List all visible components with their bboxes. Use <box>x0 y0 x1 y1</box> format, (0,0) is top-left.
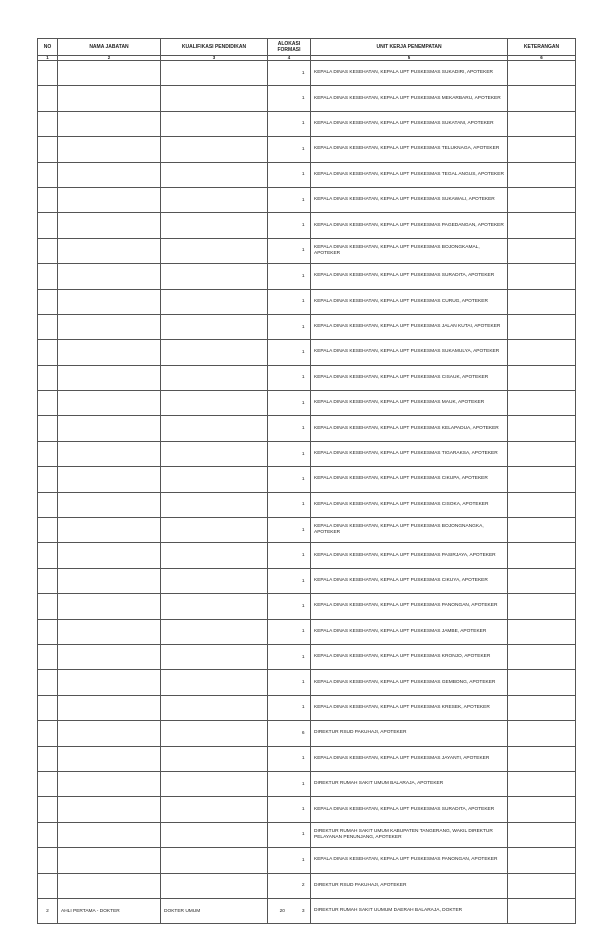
header-kualifikasi-pendidikan: KUALIFIKASI PENDIDIKAN <box>161 39 268 56</box>
alokasi-total-cell <box>268 365 297 390</box>
keterangan-cell <box>508 264 576 289</box>
table-row <box>38 162 576 187</box>
unit-kerja-cell: DIREKTUR RUMAH SAKIT UMUM KABUPATEN TANGERANG, WAKIL DIREKTUR PELAYANAN PENUNJANG, APOTEKER <box>311 822 508 847</box>
kualifikasi-cell <box>161 518 268 543</box>
nama-jabatan-cell <box>58 391 161 416</box>
nama-jabatan-cell <box>58 289 161 314</box>
alokasi-total-cell <box>268 594 297 619</box>
table-row <box>38 873 576 898</box>
row-number <box>38 518 58 543</box>
alokasi-count-cell: 1 <box>297 670 311 695</box>
nama-jabatan-cell <box>58 111 161 136</box>
keterangan-cell <box>508 543 576 568</box>
alokasi-total-cell <box>268 695 297 720</box>
kualifikasi-cell <box>161 86 268 111</box>
alokasi-count-cell: 1 <box>297 746 311 771</box>
kualifikasi-cell <box>161 441 268 466</box>
alokasi-count-cell: 1 <box>297 111 311 136</box>
alokasi-total-cell <box>268 391 297 416</box>
unit-kerja-cell: DIREKTUR RSUD PAKUHAJI, APOTEKER <box>311 873 508 898</box>
column-number: 3 <box>161 56 268 61</box>
row-number <box>38 797 58 822</box>
keterangan-cell <box>508 492 576 517</box>
unit-kerja-cell: KEPALA DINAS KESEHATAN, KEPALA UPT PUSKESMAS KRONJO, APOTEKER <box>311 644 508 669</box>
nama-jabatan-cell: AHLI PERTAMA - DOKTER <box>58 898 161 923</box>
keterangan-cell <box>508 594 576 619</box>
alokasi-total-cell <box>268 822 297 847</box>
kualifikasi-cell <box>161 111 268 136</box>
nama-jabatan-cell <box>58 61 161 86</box>
nama-jabatan-cell <box>58 644 161 669</box>
alokasi-total-cell <box>268 187 297 212</box>
nama-jabatan-cell <box>58 162 161 187</box>
unit-kerja-cell: KEPALA DINAS KESEHATAN, KEPALA UPT PUSKESMAS JAYANTI, APOTEKER <box>311 746 508 771</box>
alokasi-total-cell <box>268 848 297 873</box>
row-number <box>38 695 58 720</box>
nama-jabatan-cell <box>58 568 161 593</box>
alokasi-count-cell: 1 <box>297 492 311 517</box>
alokasi-count-cell: 1 <box>297 848 311 873</box>
row-number <box>38 213 58 238</box>
row-number <box>38 61 58 86</box>
table-row <box>38 822 576 847</box>
row-number <box>38 289 58 314</box>
alokasi-total-cell <box>268 416 297 441</box>
keterangan-cell <box>508 340 576 365</box>
table-row <box>38 644 576 669</box>
unit-kerja-cell: DIREKTUR RSUD PAKUHAJI, APOTEKER <box>311 721 508 746</box>
alokasi-total-cell <box>268 721 297 746</box>
nama-jabatan-cell <box>58 340 161 365</box>
table-row <box>38 492 576 517</box>
keterangan-cell <box>508 619 576 644</box>
keterangan-cell <box>508 467 576 492</box>
row-number <box>38 568 58 593</box>
nama-jabatan-cell <box>58 873 161 898</box>
nama-jabatan-cell <box>58 594 161 619</box>
nama-jabatan-cell <box>58 746 161 771</box>
kualifikasi-cell <box>161 873 268 898</box>
table-row <box>38 238 576 263</box>
keterangan-cell <box>508 721 576 746</box>
keterangan-cell <box>508 746 576 771</box>
unit-kerja-cell: KEPALA DINAS KESEHATAN, KEPALA UPT PUSKESMAS SUKATANI, APOTEKER <box>311 111 508 136</box>
row-number <box>38 619 58 644</box>
alokasi-total-cell <box>268 86 297 111</box>
table-row <box>38 619 576 644</box>
kualifikasi-cell <box>161 848 268 873</box>
row-number <box>38 238 58 263</box>
kualifikasi-cell <box>161 594 268 619</box>
alokasi-total-cell: 20 <box>268 898 297 923</box>
keterangan-cell <box>508 238 576 263</box>
kualifikasi-cell <box>161 238 268 263</box>
kualifikasi-cell <box>161 61 268 86</box>
unit-kerja-cell: KEPALA DINAS KESEHATAN, KEPALA UPT PUSKESMAS PANONGAN, APOTEKER <box>311 848 508 873</box>
table-body <box>38 61 576 924</box>
alokasi-total-cell <box>268 289 297 314</box>
kualifikasi-cell <box>161 391 268 416</box>
table-row <box>38 771 576 796</box>
keterangan-cell <box>508 137 576 162</box>
row-number <box>38 644 58 669</box>
nama-jabatan-cell <box>58 518 161 543</box>
table-row <box>38 365 576 390</box>
kualifikasi-cell <box>161 543 268 568</box>
alokasi-total-cell <box>268 492 297 517</box>
nama-jabatan-cell <box>58 264 161 289</box>
column-number: 2 <box>58 56 161 61</box>
nama-jabatan-cell <box>58 492 161 517</box>
column-number: 4 <box>268 56 311 61</box>
unit-kerja-cell: KEPALA DINAS KESEHATAN, KEPALA UPT PUSKESMAS MAUK, APOTEKER <box>311 391 508 416</box>
kualifikasi-cell <box>161 797 268 822</box>
alokasi-total-cell <box>268 746 297 771</box>
row-number <box>38 594 58 619</box>
unit-kerja-cell: KEPALA DINAS KESEHATAN, KEPALA UPT PUSKESMAS CIKUPA, APOTEKER <box>311 467 508 492</box>
alokasi-count-cell: 1 <box>297 86 311 111</box>
kualifikasi-cell <box>161 187 268 212</box>
table-row <box>38 314 576 339</box>
row-number <box>38 873 58 898</box>
table-row <box>38 695 576 720</box>
alokasi-count-cell: 1 <box>297 213 311 238</box>
table-row <box>38 670 576 695</box>
keterangan-cell <box>508 289 576 314</box>
alokasi-total-cell <box>268 518 297 543</box>
alokasi-count-cell: 1 <box>297 340 311 365</box>
row-number <box>38 264 58 289</box>
table-row <box>38 111 576 136</box>
kualifikasi-cell <box>161 746 268 771</box>
alokasi-count-cell: 1 <box>297 695 311 720</box>
nama-jabatan-cell <box>58 797 161 822</box>
unit-kerja-cell: KEPALA DINAS KESEHATAN, KEPALA UPT PUSKESMAS TELUKNAGA, APOTEKER <box>311 137 508 162</box>
unit-kerja-cell: KEPALA DINAS KESEHATAN, KEPALA UPT PUSKESMAS CISOKA, APOTEKER <box>311 492 508 517</box>
unit-kerja-cell: DIREKTUR RUMAH SAKIT UMUM BALARAJA, APOTEKER <box>311 771 508 796</box>
alokasi-total-cell <box>268 61 297 86</box>
kualifikasi-cell <box>161 467 268 492</box>
kualifikasi-cell <box>161 137 268 162</box>
kualifikasi-cell <box>161 416 268 441</box>
nama-jabatan-cell <box>58 670 161 695</box>
row-number <box>38 416 58 441</box>
row-number <box>38 111 58 136</box>
row-number <box>38 314 58 339</box>
unit-kerja-cell: KEPALA DINAS KESEHATAN, KEPALA UPT PUSKESMAS KRESEK, APOTEKER <box>311 695 508 720</box>
table-row <box>38 264 576 289</box>
row-number <box>38 86 58 111</box>
row-number <box>38 441 58 466</box>
alokasi-count-cell: 1 <box>297 61 311 86</box>
nama-jabatan-cell <box>58 137 161 162</box>
alokasi-count-cell: 6 <box>297 721 311 746</box>
kualifikasi-cell <box>161 213 268 238</box>
keterangan-cell <box>508 568 576 593</box>
alokasi-total-cell <box>268 543 297 568</box>
unit-kerja-cell: KEPALA DINAS KESEHATAN, KEPALA UPT PUSKESMAS JALAN KUTAI, APOTEKER <box>311 314 508 339</box>
table-row <box>38 289 576 314</box>
alokasi-count-cell: 1 <box>297 467 311 492</box>
keterangan-cell <box>508 873 576 898</box>
unit-kerja-cell: KEPALA DINAS KESEHATAN, KEPALA UPT PUSKESMAS SUKADIRI, APOTEKER <box>311 61 508 86</box>
alokasi-count-cell: 3 <box>297 898 311 923</box>
keterangan-cell <box>508 86 576 111</box>
alokasi-count-cell: 1 <box>297 187 311 212</box>
row-number <box>38 721 58 746</box>
kualifikasi-cell <box>161 644 268 669</box>
alokasi-count-cell: 1 <box>297 644 311 669</box>
alokasi-count-cell: 1 <box>297 391 311 416</box>
nama-jabatan-cell <box>58 213 161 238</box>
alokasi-count-cell: 1 <box>297 797 311 822</box>
kualifikasi-cell <box>161 314 268 339</box>
table-row <box>38 86 576 111</box>
unit-kerja-cell: KEPALA DINAS KESEHATAN, KEPALA UPT PUSKESMAS KELAPADUA, APOTEKER <box>311 416 508 441</box>
kualifikasi-cell <box>161 670 268 695</box>
formasi-table-page <box>37 38 575 924</box>
header-nama-jabatan: NAMA JABATAN <box>58 39 161 56</box>
unit-kerja-cell: KEPALA DINAS KESEHATAN, KEPALA UPT PUSKESMAS SUKAWALI, APOTEKER <box>311 187 508 212</box>
nama-jabatan-cell <box>58 441 161 466</box>
nama-jabatan-cell <box>58 848 161 873</box>
alokasi-count-cell: 1 <box>297 568 311 593</box>
row-number <box>38 771 58 796</box>
alokasi-total-cell <box>268 238 297 263</box>
unit-kerja-cell: KEPALA DINAS KESEHATAN, KEPALA UPT PUSKESMAS GEMBONG, APOTEKER <box>311 670 508 695</box>
keterangan-cell <box>508 441 576 466</box>
alokasi-total-cell <box>268 162 297 187</box>
row-number <box>38 340 58 365</box>
table-row <box>38 746 576 771</box>
keterangan-cell <box>508 797 576 822</box>
table-row <box>38 391 576 416</box>
kualifikasi-cell <box>161 568 268 593</box>
keterangan-cell <box>508 644 576 669</box>
table-row <box>38 441 576 466</box>
keterangan-cell <box>508 518 576 543</box>
kualifikasi-cell <box>161 822 268 847</box>
nama-jabatan-cell <box>58 822 161 847</box>
alokasi-count-cell: 1 <box>297 162 311 187</box>
unit-kerja-cell: KEPALA DINAS KESEHATAN, KEPALA UPT PUSKESMAS CIKUYA, APOTEKER <box>311 568 508 593</box>
kualifikasi-cell <box>161 771 268 796</box>
alokasi-total-cell <box>268 644 297 669</box>
row-number <box>38 822 58 847</box>
unit-kerja-cell: KEPALA DINAS KESEHATAN, KEPALA UPT PUSKESMAS SURADITA, APOTEKER <box>311 797 508 822</box>
row-number <box>38 137 58 162</box>
alokasi-count-cell: 1 <box>297 416 311 441</box>
alokasi-count-cell: 1 <box>297 594 311 619</box>
kualifikasi-cell <box>161 721 268 746</box>
keterangan-cell <box>508 213 576 238</box>
keterangan-cell <box>508 365 576 390</box>
nama-jabatan-cell <box>58 86 161 111</box>
nama-jabatan-cell <box>58 619 161 644</box>
alokasi-count-cell: 1 <box>297 137 311 162</box>
row-number <box>38 492 58 517</box>
nama-jabatan-cell <box>58 187 161 212</box>
column-number: 6 <box>508 56 576 61</box>
alokasi-count-cell: 1 <box>297 619 311 644</box>
alokasi-count-cell: 1 <box>297 822 311 847</box>
unit-kerja-cell: KEPALA DINAS KESEHATAN, KEPALA UPT PUSKESMAS SUKAMULYA, APOTEKER <box>311 340 508 365</box>
keterangan-cell <box>508 416 576 441</box>
alokasi-count-cell: 1 <box>297 238 311 263</box>
unit-kerja-cell: KEPALA DINAS KESEHATAN, KEPALA UPT PUSKESMAS PASIRJAYA, APOTEKER <box>311 543 508 568</box>
table-row <box>38 721 576 746</box>
alokasi-total-cell <box>268 137 297 162</box>
alokasi-count-cell: 1 <box>297 441 311 466</box>
unit-kerja-cell: DIREKTUR RUMAH SAKIT UUMUM DAERAH BALARAJA, DOKTER <box>311 898 508 923</box>
table-row <box>38 594 576 619</box>
nama-jabatan-cell <box>58 238 161 263</box>
alokasi-total-cell <box>268 467 297 492</box>
kualifikasi-cell <box>161 365 268 390</box>
table-row <box>38 137 576 162</box>
nama-jabatan-cell <box>58 721 161 746</box>
nama-jabatan-cell <box>58 543 161 568</box>
nama-jabatan-cell <box>58 365 161 390</box>
keterangan-cell <box>508 771 576 796</box>
keterangan-cell <box>508 822 576 847</box>
table-row <box>38 416 576 441</box>
row-number <box>38 848 58 873</box>
keterangan-cell <box>508 695 576 720</box>
unit-kerja-cell: KEPALA DINAS KESEHATAN, KEPALA UPT PUSKESMAS CISAUK, APOTEKER <box>311 365 508 390</box>
table-row <box>38 61 576 86</box>
keterangan-cell <box>508 314 576 339</box>
row-number: 2 <box>38 898 58 923</box>
alokasi-total-cell <box>268 873 297 898</box>
table-row <box>38 568 576 593</box>
alokasi-total-cell <box>268 340 297 365</box>
keterangan-cell <box>508 391 576 416</box>
kualifikasi-cell <box>161 695 268 720</box>
table-row <box>38 187 576 212</box>
row-number <box>38 467 58 492</box>
unit-kerja-cell: KEPALA DINAS KESEHATAN, KEPALA UPT PUSKESMAS BOJONGNANGKA, APOTEKER <box>311 518 508 543</box>
unit-kerja-cell: KEPALA DINAS KESEHATAN, KEPALA UPT PUSKESMAS CURUG, APOTEKER <box>311 289 508 314</box>
alokasi-count-cell: 1 <box>297 314 311 339</box>
alokasi-total-cell <box>268 314 297 339</box>
column-number: 5 <box>311 56 508 61</box>
column-number: 1 <box>38 56 58 61</box>
nama-jabatan-cell <box>58 314 161 339</box>
row-number <box>38 670 58 695</box>
keterangan-cell <box>508 898 576 923</box>
table-row <box>38 213 576 238</box>
header-row <box>38 39 576 56</box>
kualifikasi-cell <box>161 289 268 314</box>
unit-kerja-cell: KEPALA DINAS KESEHATAN, KEPALA UPT PUSKESMAS MEKARBARU, APOTEKER <box>311 86 508 111</box>
alokasi-total-cell <box>268 568 297 593</box>
alokasi-total-cell <box>268 797 297 822</box>
keterangan-cell <box>508 162 576 187</box>
row-number <box>38 391 58 416</box>
table-row <box>38 898 576 923</box>
table-row <box>38 797 576 822</box>
alokasi-count-cell: 1 <box>297 264 311 289</box>
header-alokasi-formasi: ALOKASI FORMASI <box>268 39 311 56</box>
table-row <box>38 340 576 365</box>
alokasi-count-cell: 1 <box>297 771 311 796</box>
row-number <box>38 162 58 187</box>
header-keterangan: KETERANGAN <box>508 39 576 56</box>
alokasi-total-cell <box>268 619 297 644</box>
unit-kerja-cell: KEPALA DINAS KESEHATAN, KEPALA UPT PUSKESMAS TIGARAKSA, APOTEKER <box>311 441 508 466</box>
unit-kerja-cell: KEPALA DINAS KESEHATAN, KEPALA UPT PUSKESMAS PAGEDANGAN, APOTEKER <box>311 213 508 238</box>
row-number <box>38 365 58 390</box>
table-row <box>38 848 576 873</box>
alokasi-count-cell: 1 <box>297 289 311 314</box>
header-unit-kerja-penempatan: UNIT KERJA PENEMPATAN <box>311 39 508 56</box>
row-number <box>38 187 58 212</box>
table-row <box>38 467 576 492</box>
kualifikasi-cell <box>161 492 268 517</box>
formasi-table <box>37 38 576 924</box>
alokasi-total-cell <box>268 213 297 238</box>
nama-jabatan-cell <box>58 416 161 441</box>
row-number <box>38 543 58 568</box>
unit-kerja-cell: KEPALA DINAS KESEHATAN, KEPALA UPT PUSKESMAS PANONGAN, APOTEKER <box>311 594 508 619</box>
alokasi-count-cell: 1 <box>297 365 311 390</box>
keterangan-cell <box>508 61 576 86</box>
alokasi-total-cell <box>268 111 297 136</box>
keterangan-cell <box>508 848 576 873</box>
keterangan-cell <box>508 670 576 695</box>
alokasi-total-cell <box>268 771 297 796</box>
kualifikasi-cell <box>161 264 268 289</box>
kualifikasi-cell <box>161 162 268 187</box>
row-number <box>38 746 58 771</box>
table-row <box>38 518 576 543</box>
keterangan-cell <box>508 187 576 212</box>
kualifikasi-cell <box>161 619 268 644</box>
alokasi-count-cell: 1 <box>297 518 311 543</box>
unit-kerja-cell: KEPALA DINAS KESEHATAN, KEPALA UPT PUSKESMAS TEGAL ANGUS, APOTEKER <box>311 162 508 187</box>
alokasi-total-cell <box>268 441 297 466</box>
alokasi-total-cell <box>268 670 297 695</box>
kualifikasi-cell <box>161 340 268 365</box>
unit-kerja-cell: KEPALA DINAS KESEHATAN, KEPALA UPT PUSKESMAS SURADITA, APOTEKER <box>311 264 508 289</box>
nama-jabatan-cell <box>58 467 161 492</box>
unit-kerja-cell: KEPALA DINAS KESEHATAN, KEPALA UPT PUSKESMAS BOJONGKAMAL, APOTEKER <box>311 238 508 263</box>
alokasi-count-cell: 2 <box>297 873 311 898</box>
nama-jabatan-cell <box>58 695 161 720</box>
table-row <box>38 543 576 568</box>
alokasi-total-cell <box>268 264 297 289</box>
alokasi-count-cell: 1 <box>297 543 311 568</box>
kualifikasi-cell: DOKTER UMUM <box>161 898 268 923</box>
nama-jabatan-cell <box>58 771 161 796</box>
keterangan-cell <box>508 111 576 136</box>
header-no: NO <box>38 39 58 56</box>
unit-kerja-cell: KEPALA DINAS KESEHATAN, KEPALA UPT PUSKESMAS JAMBE, APOTEKER <box>311 619 508 644</box>
